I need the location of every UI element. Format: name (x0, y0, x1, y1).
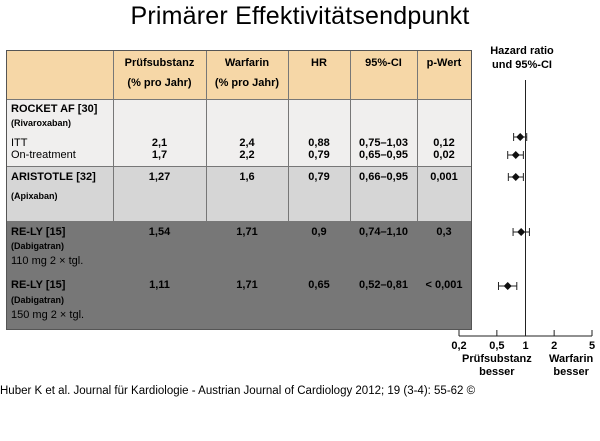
axis-ticks (451, 330, 595, 352)
right-label-line2: besser (553, 366, 589, 378)
left-label-line1: Prüfsubstanz (462, 353, 532, 365)
aristotle-drug: (Apixaban) (11, 191, 58, 201)
axis-tick-label: 5 (588, 340, 596, 352)
axis-tick-label: 0,2 (451, 340, 467, 352)
rely110-warfarin: 1,71 (236, 226, 258, 238)
aristotle-p: 0,001 (430, 171, 458, 183)
page-title: Primärer Effektivitätsendpunkt (130, 2, 470, 30)
hr-diamond (504, 282, 512, 290)
rocket-itt-ci: 0,75–1,03 (359, 137, 408, 149)
hr-diamond (512, 173, 520, 181)
aristotle-trial-name: ARISTOTLE [32] (11, 171, 96, 183)
rocket-itt-p: 0,12 (433, 137, 455, 149)
rocket-ot-substance: 1,7 (151, 149, 168, 161)
left-label-line2: besser (479, 366, 515, 378)
rely150-p: < 0,001 (425, 279, 463, 291)
header-substance: Prüfsubstanz (% pro Jahr) (124, 57, 195, 89)
aristotle-substance: 1,27 (148, 171, 171, 183)
rely110-drug: (Dabigatran) (11, 241, 65, 251)
rocket-itt-label: ITT (11, 137, 28, 149)
rocket-trial-name: ROCKET AF [30] (11, 103, 98, 115)
rely110-trial-name: RE-LY [15] (11, 226, 66, 238)
rely110-ci: 0,74–1,10 (359, 226, 408, 238)
rely150-ci: 0,52–0,81 (359, 279, 408, 291)
forest-plot (450, 40, 600, 385)
aristotle-warfarin: 1,6 (239, 171, 255, 183)
header-ci: 95%-CI (365, 57, 402, 69)
aristotle-ci: 0,66–0,95 (359, 171, 408, 183)
hr-diamond (517, 228, 525, 236)
forest-point (513, 228, 529, 236)
header-warfarin: Warfarin (% pro Jahr) (214, 57, 280, 89)
rocket-ot-hr: 0,79 (308, 149, 330, 161)
rely150-dose: 150 mg 2 × tgl. (11, 309, 85, 321)
axis-tick-label: 2 (551, 340, 558, 352)
rocket-ot-p: 0,02 (433, 149, 455, 161)
forest-point (508, 151, 524, 159)
rocket-itt-hr: 0,88 (308, 137, 330, 149)
forest-point (508, 173, 523, 181)
forest-point (514, 133, 527, 141)
right-label-line1: Warfarin (549, 353, 594, 365)
axis-tick-label: 0,5 (489, 340, 505, 352)
rely110-hr: 0,9 (311, 226, 327, 238)
hr-diamond (512, 151, 520, 159)
rocket-drug: (Rivaroxaban) (11, 118, 72, 128)
axis-tick-label: 1 (522, 340, 529, 352)
forest-title-line2: und 95%-CI (492, 59, 552, 71)
rely150-drug: (Dabigatran) (11, 295, 65, 305)
forest-title-line1: Hazard ratio (490, 45, 554, 57)
rely150-substance: 1,11 (149, 279, 170, 291)
header-p: p-Wert (426, 57, 462, 69)
citation-footer: Huber K et al. Journal für Kardiologie - Austrian Journal of Cardiology 2012; 19 (3-4): 55-62 © (0, 385, 476, 397)
rely150-hr: 0,65 (308, 279, 330, 291)
rely150-trial-name: RE-LY [15] (11, 279, 66, 291)
forest-point (498, 282, 516, 290)
rely150-warfarin: 1,71 (236, 279, 258, 291)
rely110-p: 0,3 (436, 226, 452, 238)
rocket-ontreatment-label: On-treatment (11, 149, 76, 161)
rocket-itt-warfarin: 2,4 (239, 137, 255, 149)
rely110-dose: 110 mg 2 × tgl. (11, 255, 84, 267)
forest-points (498, 133, 529, 290)
hr-diamond (516, 133, 524, 141)
aristotle-hr: 0,79 (308, 171, 330, 183)
rocket-ot-warfarin: 2,2 (239, 149, 255, 161)
rely110-substance: 1,54 (148, 226, 171, 238)
results-table (6, 50, 472, 330)
header-hr: HR (311, 57, 327, 69)
rocket-itt-substance: 2,1 (151, 137, 168, 149)
rocket-ot-ci: 0,65–0,95 (359, 149, 408, 161)
